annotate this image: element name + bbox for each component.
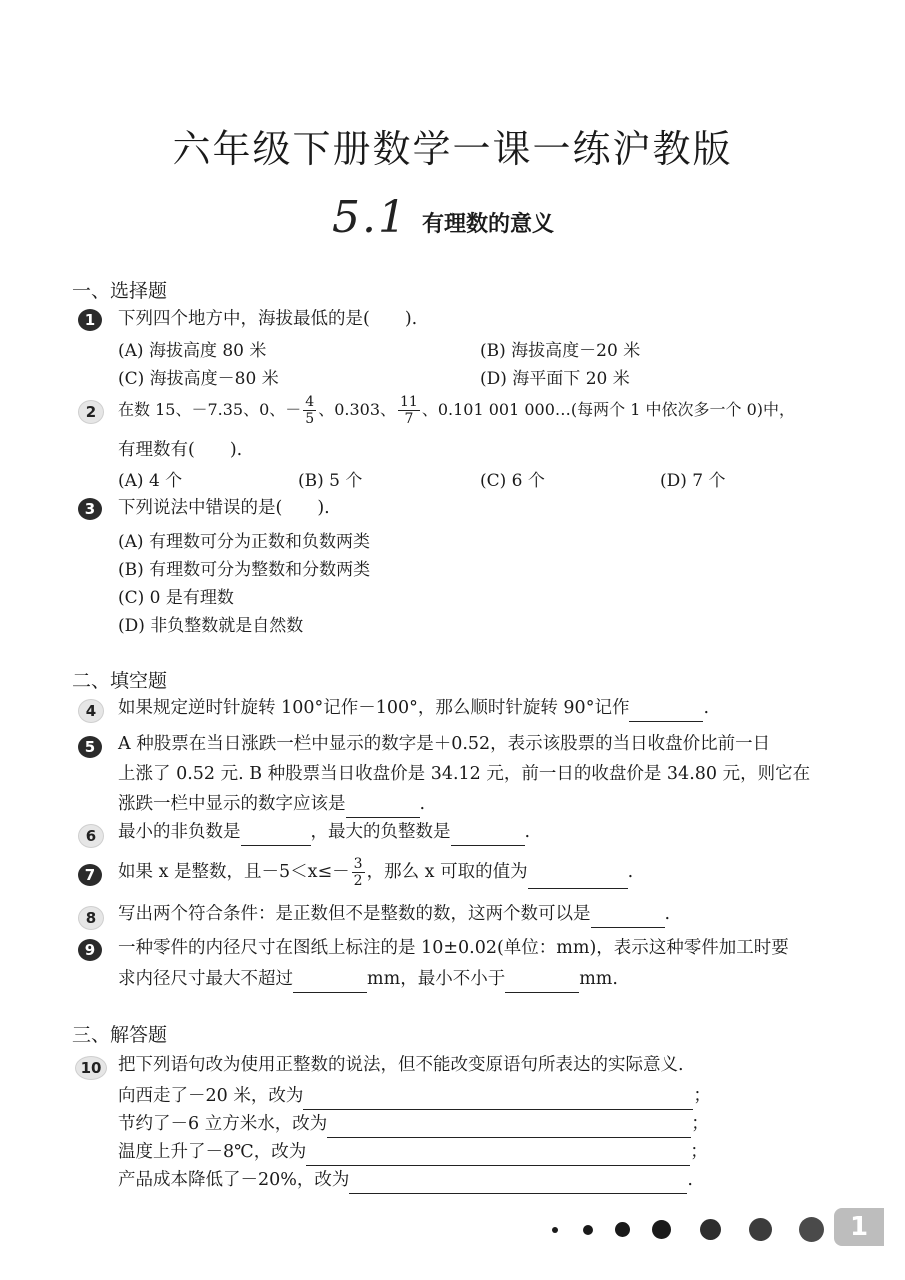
page-number: 1	[850, 1212, 869, 1242]
footer-dot	[552, 1227, 558, 1233]
answer-blank[interactable]	[349, 1175, 687, 1194]
q3-stem: 下列说法中错误的是( ).	[118, 498, 330, 518]
q10-row-3-text: 温度上升了－8℃，改为	[118, 1142, 307, 1162]
q6-text	[118, 818, 530, 846]
answer-blank[interactable]	[451, 827, 525, 846]
question-badge-3: 3	[78, 498, 102, 520]
q5-line2: 上涨了 0.52 元. B 种股票当日收盘价是 34.12 元，前一日的收盘价是 34.80 元，则它在	[118, 764, 811, 784]
footer-dot	[615, 1222, 630, 1237]
q10-row-2	[118, 1110, 709, 1138]
q8-stem: 写出两个符合条件：是正数但不是整数的数，这两个数可以是	[118, 904, 591, 924]
lesson-number: 5.1	[332, 192, 408, 243]
q1-option-d: (D) 海平面下 20 米	[480, 369, 630, 389]
question-badge-6: 6	[78, 824, 104, 848]
q7-post: ，那么 x 可取的值为	[366, 862, 528, 882]
answer-blank[interactable]	[528, 870, 628, 889]
fraction-denominator: 2	[353, 873, 363, 889]
q10-stem: 把下列语句改为使用正整数的说法，但不能改变原语句所表达的实际意义.	[118, 1055, 684, 1075]
q3-option-c: (C) 0 是有理数	[118, 588, 234, 608]
answer-blank[interactable]	[346, 799, 420, 818]
q10-row-3	[118, 1138, 708, 1166]
question-badge-4: 4	[78, 699, 104, 723]
fraction-numerator: 3	[353, 856, 363, 872]
q2-option-b: (B) 5 个	[298, 471, 363, 491]
q3-option-b: (B) 有理数可分为整数和分数两类	[118, 560, 371, 580]
q9-line1: 一种零件的内径尺寸在图纸上标注的是 10±0.02(单位：mm)，表示这种零件加工时要	[118, 938, 789, 958]
q6-end: .	[524, 822, 531, 842]
q2-stem	[118, 394, 795, 427]
lesson-title: 有理数的意义	[422, 212, 555, 237]
footer-dot	[652, 1220, 671, 1239]
answer-blank[interactable]	[505, 974, 579, 993]
answer-blank[interactable]	[327, 1119, 691, 1138]
footer-dot	[749, 1218, 772, 1241]
q7-pre: 如果 x 是整数，且－5＜x≤－	[118, 862, 350, 882]
q2-stem-pre: 在数 15、－7.35、0、－	[118, 400, 302, 419]
q10-row-4	[118, 1166, 693, 1194]
q10-row-1-text: 向西走了－20 米，改为	[118, 1086, 304, 1106]
q5-line3	[118, 790, 425, 818]
q2-option-c: (C) 6 个	[480, 471, 545, 491]
q6-part-a: 最小的非负数是	[118, 822, 241, 842]
q2-option-a: (A) 4 个	[118, 471, 183, 491]
q2-stem-post: 、0.101 001 000…(每两个 1 中依次多一个 0)中，	[421, 400, 795, 419]
q7-text	[118, 856, 633, 889]
section-fill: 二、填空题	[72, 670, 168, 692]
section-choice: 一、选择题	[72, 280, 168, 302]
fraction-3-2	[352, 856, 365, 889]
q4-text	[118, 694, 709, 722]
q10-row-4-end: .	[687, 1170, 693, 1190]
q8-text	[118, 900, 670, 928]
q6-part-b: ，最大的负整数是	[310, 822, 451, 842]
question-badge-7: 7	[78, 864, 102, 886]
fraction-denominator: 7	[404, 411, 414, 427]
footer-dot	[583, 1225, 593, 1235]
fraction-4-5	[303, 394, 316, 427]
q5-line3-text: 涨跌一栏中显示的数字应该是	[118, 794, 346, 814]
q10-row-3-end: ；	[690, 1142, 708, 1162]
footer-dot	[799, 1217, 824, 1242]
q7-end: .	[627, 862, 634, 882]
q10-row-4-text: 产品成本降低了－20%，改为	[118, 1170, 350, 1190]
footer-dot	[700, 1219, 721, 1240]
q10-row-2-text: 节约了－6 立方米水，改为	[118, 1114, 328, 1134]
answer-blank[interactable]	[241, 827, 311, 846]
page-title: 六年级下册数学一课一练沪教版	[172, 127, 733, 171]
q4-end: .	[703, 698, 710, 718]
answer-blank[interactable]	[591, 909, 665, 928]
fraction-denominator: 5	[305, 411, 315, 427]
fraction-numerator: 4	[305, 394, 315, 410]
q1-option-a: (A) 海拔高度 80 米	[118, 341, 267, 361]
q9-line2-c: mm.	[579, 969, 618, 989]
q2-stem-line2: 有理数有( ).	[118, 440, 243, 460]
q5-line1: A 种股票在当日涨跌一栏中显示的数字是＋0.52，表示该股票的当日收盘价比前一日	[118, 734, 771, 754]
question-badge-9: 9	[78, 939, 102, 961]
q10-row-1	[118, 1082, 711, 1110]
section-answer: 三、解答题	[72, 1024, 168, 1046]
q4-stem: 如果规定逆时针旋转 100°记作－100°，那么顺时针旋转 90°记作	[118, 698, 630, 718]
answer-blank[interactable]	[629, 703, 703, 722]
q1-stem: 下列四个地方中，海拔最低的是( ).	[118, 309, 418, 329]
q1-option-c: (C) 海拔高度－80 米	[118, 369, 279, 389]
q9-line2	[118, 965, 618, 993]
q9-line2-b: mm，最小不小于	[367, 969, 506, 989]
q10-row-2-end: ；	[691, 1114, 709, 1134]
q2-stem-mid: 、0.303、	[318, 400, 396, 419]
q9-line2-a: 求内径尺寸最大不超过	[118, 969, 293, 989]
footer-dot-row	[0, 1200, 905, 1260]
question-badge-2: 2	[78, 400, 104, 424]
q1-option-b: (B) 海拔高度－20 米	[480, 341, 641, 361]
q2-option-d: (D) 7 个	[660, 471, 726, 491]
question-badge-1: 1	[78, 309, 102, 331]
question-badge-10: 10	[75, 1056, 107, 1080]
q5-end: .	[419, 794, 426, 814]
q10-row-1-end: ；	[693, 1086, 711, 1106]
answer-blank[interactable]	[303, 1091, 693, 1110]
q3-option-d: (D) 非负整数就是自然数	[118, 616, 304, 636]
question-badge-8: 8	[78, 906, 104, 930]
answer-blank[interactable]	[306, 1147, 690, 1166]
question-badge-5: 5	[78, 736, 102, 758]
answer-blank[interactable]	[293, 974, 367, 993]
fraction-11-7	[398, 394, 420, 427]
fraction-numerator: 11	[400, 394, 418, 410]
q8-end: .	[664, 904, 671, 924]
q3-option-a: (A) 有理数可分为正数和负数两类	[118, 532, 370, 552]
